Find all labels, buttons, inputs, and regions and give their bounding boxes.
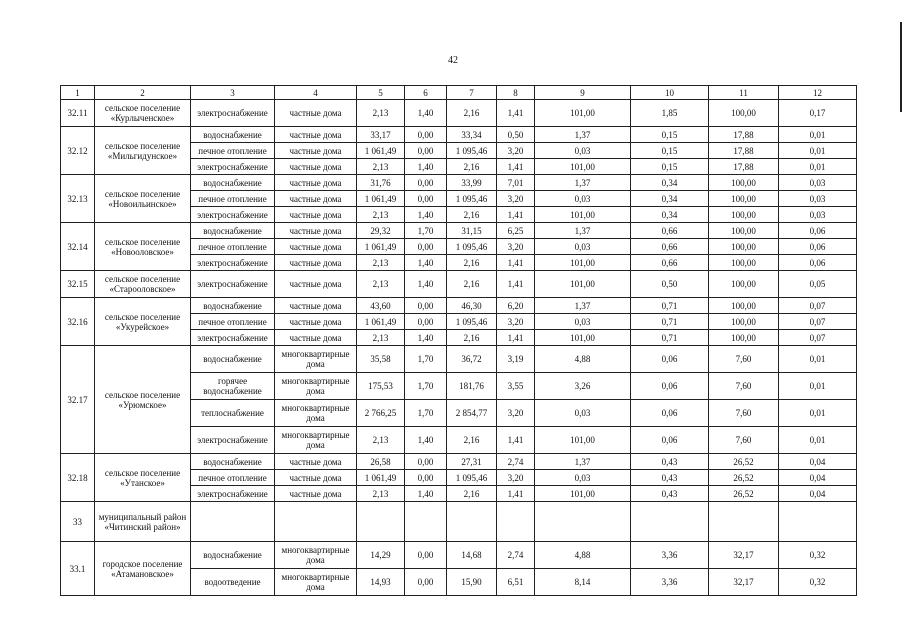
column-header: 6: [405, 86, 447, 100]
value-cell-col6: 1,40: [405, 271, 447, 298]
table-row: [61, 454, 857, 470]
column-header: 3: [191, 86, 275, 100]
value-cell-col7: 15,90: [447, 569, 497, 596]
value-cell-col9: 1,37: [535, 454, 631, 470]
value-cell-col11: 100,00: [709, 239, 779, 255]
value-cell-col10: 1,85: [631, 100, 709, 127]
housing-type: частные дома: [275, 330, 357, 346]
value-cell-col6: 0,00: [405, 298, 447, 314]
value-cell-col12: 0,01: [779, 159, 857, 175]
value-cell-col11: 26,52: [709, 470, 779, 486]
row-code: 32.11: [61, 100, 95, 127]
settlement-name: сельское поселение «Курлыченское»: [95, 100, 191, 127]
value-cell-col5: 1 061,49: [357, 143, 405, 159]
value-cell-col5: 2,13: [357, 255, 405, 271]
value-cell-col8: 6,20: [497, 298, 535, 314]
value-cell-col12: 0,07: [779, 314, 857, 330]
value-cell-col8: 1,41: [497, 207, 535, 223]
table-row: [61, 100, 857, 127]
service-type: электроснабжение: [191, 100, 275, 127]
value-cell-col10: 0,71: [631, 330, 709, 346]
value-cell-col9: 0,03: [535, 239, 631, 255]
value-cell-col11: 100,00: [709, 207, 779, 223]
value-cell-col9: 101,00: [535, 271, 631, 298]
value-cell-col12: 0,03: [779, 191, 857, 207]
value-cell-col12: 0,01: [779, 427, 857, 454]
value-cell-col10: 0,06: [631, 346, 709, 373]
value-cell-col11: 100,00: [709, 314, 779, 330]
value-cell-col7: 14,68: [447, 542, 497, 569]
value-cell-col7: 2,16: [447, 159, 497, 175]
value-cell-col5: 2,13: [357, 207, 405, 223]
value-cell-col7: 31,15: [447, 223, 497, 239]
value-cell-col11: 7,60: [709, 400, 779, 427]
value-cell-col9: 0,03: [535, 191, 631, 207]
settlement-name: сельское поселение «Укурейское»: [95, 298, 191, 346]
value-cell-col8: 6,51: [497, 569, 535, 596]
value-cell-col6: 0,00: [405, 175, 447, 191]
value-cell-col8: 3,55: [497, 373, 535, 400]
service-type: печное отопление: [191, 143, 275, 159]
table-row: [61, 271, 857, 298]
value-cell-col12: 0,04: [779, 486, 857, 502]
page-number: 42: [448, 55, 458, 66]
value-cell-col11: 100,00: [709, 298, 779, 314]
housing-type: частные дома: [275, 143, 357, 159]
service-type: печное отопление: [191, 470, 275, 486]
value-cell-col10: 0,15: [631, 127, 709, 143]
value-cell-col10: 0,71: [631, 314, 709, 330]
value-cell-col6: 0,00: [405, 127, 447, 143]
service-type: печное отопление: [191, 191, 275, 207]
value-cell-col5: 175,53: [357, 373, 405, 400]
value-cell-col6: 1,40: [405, 486, 447, 502]
value-cell-col10: 0,43: [631, 486, 709, 502]
housing-type: частные дома: [275, 191, 357, 207]
service-type: электроснабжение: [191, 255, 275, 271]
settlement-name: сельское поселение «Старооловское»: [95, 271, 191, 298]
row-code: 32.12: [61, 127, 95, 175]
value-cell-col7: 1 095,46: [447, 143, 497, 159]
value-cell-col5: 1 061,49: [357, 314, 405, 330]
value-cell-col5: 31,76: [357, 175, 405, 191]
settlement-name: сельское поселение «Утанское»: [95, 454, 191, 502]
table-row: [61, 542, 857, 569]
value-cell-col8: 7,01: [497, 175, 535, 191]
value-cell-col6: 1,70: [405, 373, 447, 400]
settlement-name: сельское поселение «Мильгидунское»: [95, 127, 191, 175]
housing-type: частные дома: [275, 239, 357, 255]
table-row: [61, 127, 857, 143]
value-cell-col12: 0,06: [779, 239, 857, 255]
value-cell-col9: 101,00: [535, 486, 631, 502]
housing-type: частные дома: [275, 255, 357, 271]
housing-type: частные дома: [275, 486, 357, 502]
service-type: печное отопление: [191, 239, 275, 255]
row-code: 33: [61, 502, 95, 542]
value-cell-col12: 0,01: [779, 127, 857, 143]
value-cell-col8: 1,41: [497, 427, 535, 454]
row-code: 32.15: [61, 271, 95, 298]
service-type: электроснабжение: [191, 486, 275, 502]
value-cell-col5: 1 061,49: [357, 239, 405, 255]
value-cell-col11: 100,00: [709, 330, 779, 346]
value-cell-col7: 2,16: [447, 427, 497, 454]
table-row: [61, 346, 857, 373]
service-type: водоснабжение: [191, 454, 275, 470]
value-cell-col5: 1 061,49: [357, 191, 405, 207]
row-code: 33.1: [61, 542, 95, 596]
column-header: 2: [95, 86, 191, 100]
value-cell-col12: 0,01: [779, 373, 857, 400]
value-cell-col7: 2,16: [447, 100, 497, 127]
housing-type: частные дома: [275, 100, 357, 127]
service-type: теплоснабжение: [191, 400, 275, 427]
value-cell-col8: 1,41: [497, 100, 535, 127]
value-cell-col12: 0,32: [779, 542, 857, 569]
value-cell-col6: [405, 502, 447, 542]
value-cell-col6: 1,40: [405, 330, 447, 346]
table-row: [61, 502, 857, 542]
service-type: электроснабжение: [191, 271, 275, 298]
value-cell-col11: 17,88: [709, 159, 779, 175]
value-cell-col7: 1 095,46: [447, 239, 497, 255]
value-cell-col12: 0,04: [779, 454, 857, 470]
value-cell-col7: 181,76: [447, 373, 497, 400]
value-cell-col8: 0,50: [497, 127, 535, 143]
value-cell-col8: [497, 502, 535, 542]
housing-type: частные дома: [275, 223, 357, 239]
value-cell-col12: 0,32: [779, 569, 857, 596]
value-cell-col10: 0,43: [631, 470, 709, 486]
value-cell-col7: 27,31: [447, 454, 497, 470]
value-cell-col9: 101,00: [535, 330, 631, 346]
value-cell-col6: 0,00: [405, 454, 447, 470]
value-cell-col8: 1,41: [497, 271, 535, 298]
service-type: электроснабжение: [191, 330, 275, 346]
housing-type: частные дома: [275, 175, 357, 191]
value-cell-col12: [779, 502, 857, 542]
column-header: 11: [709, 86, 779, 100]
value-cell-col9: 1,37: [535, 298, 631, 314]
settlement-name: городское поселение «Атамановское»: [95, 542, 191, 596]
housing-type: частные дома: [275, 271, 357, 298]
housing-type: многоквартирные дома: [275, 427, 357, 454]
value-cell-col5: 1 061,49: [357, 470, 405, 486]
value-cell-col6: 1,70: [405, 400, 447, 427]
value-cell-col8: 1,41: [497, 159, 535, 175]
service-type: водоснабжение: [191, 542, 275, 569]
value-cell-col7: 2,16: [447, 207, 497, 223]
housing-type: частные дома: [275, 470, 357, 486]
value-cell-col12: 0,03: [779, 207, 857, 223]
value-cell-col5: 29,32: [357, 223, 405, 239]
column-header: 9: [535, 86, 631, 100]
settlement-name: сельское поселение «Новооловское»: [95, 223, 191, 271]
value-cell-col6: 0,00: [405, 569, 447, 596]
value-cell-col12: 0,04: [779, 470, 857, 486]
value-cell-col7: 2,16: [447, 486, 497, 502]
value-cell-col7: 2,16: [447, 330, 497, 346]
service-type: горячее водоснабжение: [191, 373, 275, 400]
housing-type: многоквартирные дома: [275, 569, 357, 596]
value-cell-col7: 33,99: [447, 175, 497, 191]
value-cell-col8: 3,20: [497, 239, 535, 255]
housing-type: [275, 502, 357, 542]
service-type: водоснабжение: [191, 175, 275, 191]
settlement-name: муниципальный район «Читинский район»: [95, 502, 191, 542]
value-cell-col10: 3,36: [631, 542, 709, 569]
value-cell-col11: 100,00: [709, 175, 779, 191]
value-cell-col11: 26,52: [709, 486, 779, 502]
value-cell-col5: 2,13: [357, 486, 405, 502]
housing-type: многоквартирные дома: [275, 373, 357, 400]
settlement-name: сельское поселение «Новоильинское»: [95, 175, 191, 223]
value-cell-col10: 0,34: [631, 207, 709, 223]
column-header: 10: [631, 86, 709, 100]
value-cell-col8: 2,74: [497, 454, 535, 470]
value-cell-col11: 100,00: [709, 271, 779, 298]
value-cell-col12: 0,06: [779, 255, 857, 271]
value-cell-col6: 0,00: [405, 239, 447, 255]
housing-type: частные дома: [275, 207, 357, 223]
value-cell-col8: 3,20: [497, 400, 535, 427]
value-cell-col9: 101,00: [535, 255, 631, 271]
value-cell-col11: 7,60: [709, 427, 779, 454]
value-cell-col8: 3,19: [497, 346, 535, 373]
value-cell-col10: 0,66: [631, 223, 709, 239]
value-cell-col6: 1,40: [405, 159, 447, 175]
table-row: [61, 175, 857, 191]
value-cell-col5: 43,60: [357, 298, 405, 314]
value-cell-col6: 1,70: [405, 346, 447, 373]
row-code: 32.14: [61, 223, 95, 271]
value-cell-col9: 3,26: [535, 373, 631, 400]
value-cell-col11: 26,52: [709, 454, 779, 470]
value-cell-col9: 0,03: [535, 314, 631, 330]
value-cell-col7: 33,34: [447, 127, 497, 143]
value-cell-col10: 0,06: [631, 373, 709, 400]
value-cell-col9: 4,88: [535, 542, 631, 569]
value-cell-col9: 101,00: [535, 427, 631, 454]
value-cell-col5: 2 766,25: [357, 400, 405, 427]
value-cell-col10: 3,36: [631, 569, 709, 596]
service-type: [191, 502, 275, 542]
row-code: 32.16: [61, 298, 95, 346]
value-cell-col7: 2,16: [447, 271, 497, 298]
value-cell-col10: 0,06: [631, 427, 709, 454]
page-edge-mark: [900, 22, 902, 112]
value-cell-col9: 0,03: [535, 143, 631, 159]
housing-type: многоквартирные дома: [275, 542, 357, 569]
value-cell-col9: 101,00: [535, 100, 631, 127]
value-cell-col8: 3,20: [497, 314, 535, 330]
value-cell-col5: 14,93: [357, 569, 405, 596]
value-cell-col12: 0,17: [779, 100, 857, 127]
value-cell-col5: 2,13: [357, 427, 405, 454]
value-cell-col8: 2,74: [497, 542, 535, 569]
value-cell-col12: 0,06: [779, 223, 857, 239]
value-cell-col10: [631, 502, 709, 542]
row-code: 32.18: [61, 454, 95, 502]
column-header: 12: [779, 86, 857, 100]
value-cell-col8: 1,41: [497, 486, 535, 502]
value-cell-col11: 17,88: [709, 127, 779, 143]
housing-type: частные дома: [275, 298, 357, 314]
value-cell-col5: 14,29: [357, 542, 405, 569]
value-cell-col10: 0,66: [631, 255, 709, 271]
value-cell-col11: 17,88: [709, 143, 779, 159]
service-type: водоснабжение: [191, 346, 275, 373]
value-cell-col8: 6,25: [497, 223, 535, 239]
value-cell-col6: 0,00: [405, 314, 447, 330]
value-cell-col5: [357, 502, 405, 542]
value-cell-col6: 0,00: [405, 470, 447, 486]
housing-type: частные дома: [275, 159, 357, 175]
value-cell-col6: 1,40: [405, 100, 447, 127]
value-cell-col9: 0,03: [535, 470, 631, 486]
value-cell-col6: 1,40: [405, 255, 447, 271]
value-cell-col6: 1,70: [405, 223, 447, 239]
column-header: 1: [61, 86, 95, 100]
value-cell-col8: 3,20: [497, 470, 535, 486]
service-type: электроснабжение: [191, 207, 275, 223]
service-type: водоснабжение: [191, 223, 275, 239]
settlement-name: сельское поселение «Урюмское»: [95, 346, 191, 454]
value-cell-col6: 1,40: [405, 427, 447, 454]
table-row: [61, 298, 857, 314]
value-cell-col7: 1 095,46: [447, 314, 497, 330]
value-cell-col7: 46,30: [447, 298, 497, 314]
value-cell-col6: 0,00: [405, 542, 447, 569]
service-type: водоснабжение: [191, 127, 275, 143]
column-header: 7: [447, 86, 497, 100]
value-cell-col5: 2,13: [357, 100, 405, 127]
housing-type: многоквартирные дома: [275, 400, 357, 427]
value-cell-col5: 26,58: [357, 454, 405, 470]
value-cell-col10: 0,66: [631, 239, 709, 255]
housing-type: частные дома: [275, 314, 357, 330]
value-cell-col11: 7,60: [709, 346, 779, 373]
service-type: электроснабжение: [191, 159, 275, 175]
value-cell-col12: 0,03: [779, 175, 857, 191]
value-cell-col9: 0,03: [535, 400, 631, 427]
value-cell-col12: 0,01: [779, 346, 857, 373]
value-cell-col8: 1,41: [497, 255, 535, 271]
service-type: печное отопление: [191, 314, 275, 330]
value-cell-col9: 4,88: [535, 346, 631, 373]
value-cell-col10: 0,15: [631, 143, 709, 159]
value-cell-col7: 1 095,46: [447, 191, 497, 207]
value-cell-col5: 2,13: [357, 271, 405, 298]
housing-type: многоквартирные дома: [275, 346, 357, 373]
header-row: [61, 86, 857, 100]
row-code: 32.13: [61, 175, 95, 223]
column-header: 5: [357, 86, 405, 100]
value-cell-col12: 0,07: [779, 330, 857, 346]
service-type: водоснабжение: [191, 298, 275, 314]
value-cell-col11: 100,00: [709, 255, 779, 271]
value-cell-col6: 0,00: [405, 191, 447, 207]
value-cell-col11: [709, 502, 779, 542]
value-cell-col7: 1 095,46: [447, 470, 497, 486]
value-cell-col11: 32,17: [709, 569, 779, 596]
value-cell-col12: 0,07: [779, 298, 857, 314]
value-cell-col7: 2,16: [447, 255, 497, 271]
value-cell-col5: 33,17: [357, 127, 405, 143]
value-cell-col12: 0,05: [779, 271, 857, 298]
value-cell-col9: 1,37: [535, 127, 631, 143]
value-cell-col10: 0,34: [631, 191, 709, 207]
value-cell-col7: 2 854,77: [447, 400, 497, 427]
value-cell-col9: 101,00: [535, 159, 631, 175]
value-cell-col9: 101,00: [535, 207, 631, 223]
value-cell-col9: 8,14: [535, 569, 631, 596]
value-cell-col8: 3,20: [497, 191, 535, 207]
table-body: [61, 100, 857, 596]
value-cell-col5: 2,13: [357, 159, 405, 175]
value-cell-col11: 100,00: [709, 100, 779, 127]
value-cell-col5: 35,58: [357, 346, 405, 373]
housing-type: частные дома: [275, 127, 357, 143]
value-cell-col7: [447, 502, 497, 542]
value-cell-col12: 0,01: [779, 143, 857, 159]
value-cell-col7: 36,72: [447, 346, 497, 373]
value-cell-col11: 100,00: [709, 191, 779, 207]
value-cell-col11: 32,17: [709, 542, 779, 569]
value-cell-col12: 0,01: [779, 400, 857, 427]
tariff-table: [60, 85, 857, 596]
value-cell-col6: 1,40: [405, 207, 447, 223]
value-cell-col10: 0,43: [631, 454, 709, 470]
service-type: водоотведение: [191, 569, 275, 596]
value-cell-col10: 0,15: [631, 159, 709, 175]
column-header: 4: [275, 86, 357, 100]
value-cell-col8: 1,41: [497, 330, 535, 346]
value-cell-col11: 7,60: [709, 373, 779, 400]
value-cell-col10: 0,71: [631, 298, 709, 314]
value-cell-col10: 0,34: [631, 175, 709, 191]
value-cell-col11: 100,00: [709, 223, 779, 239]
column-header: 8: [497, 86, 535, 100]
service-type: электроснабжение: [191, 427, 275, 454]
row-code: 32.17: [61, 346, 95, 454]
value-cell-col5: 2,13: [357, 330, 405, 346]
table-row: [61, 223, 857, 239]
value-cell-col10: 0,06: [631, 400, 709, 427]
value-cell-col9: 1,37: [535, 223, 631, 239]
value-cell-col9: 1,37: [535, 175, 631, 191]
value-cell-col6: 0,00: [405, 143, 447, 159]
value-cell-col8: 3,20: [497, 143, 535, 159]
value-cell-col9: [535, 502, 631, 542]
housing-type: частные дома: [275, 454, 357, 470]
value-cell-col10: 0,50: [631, 271, 709, 298]
